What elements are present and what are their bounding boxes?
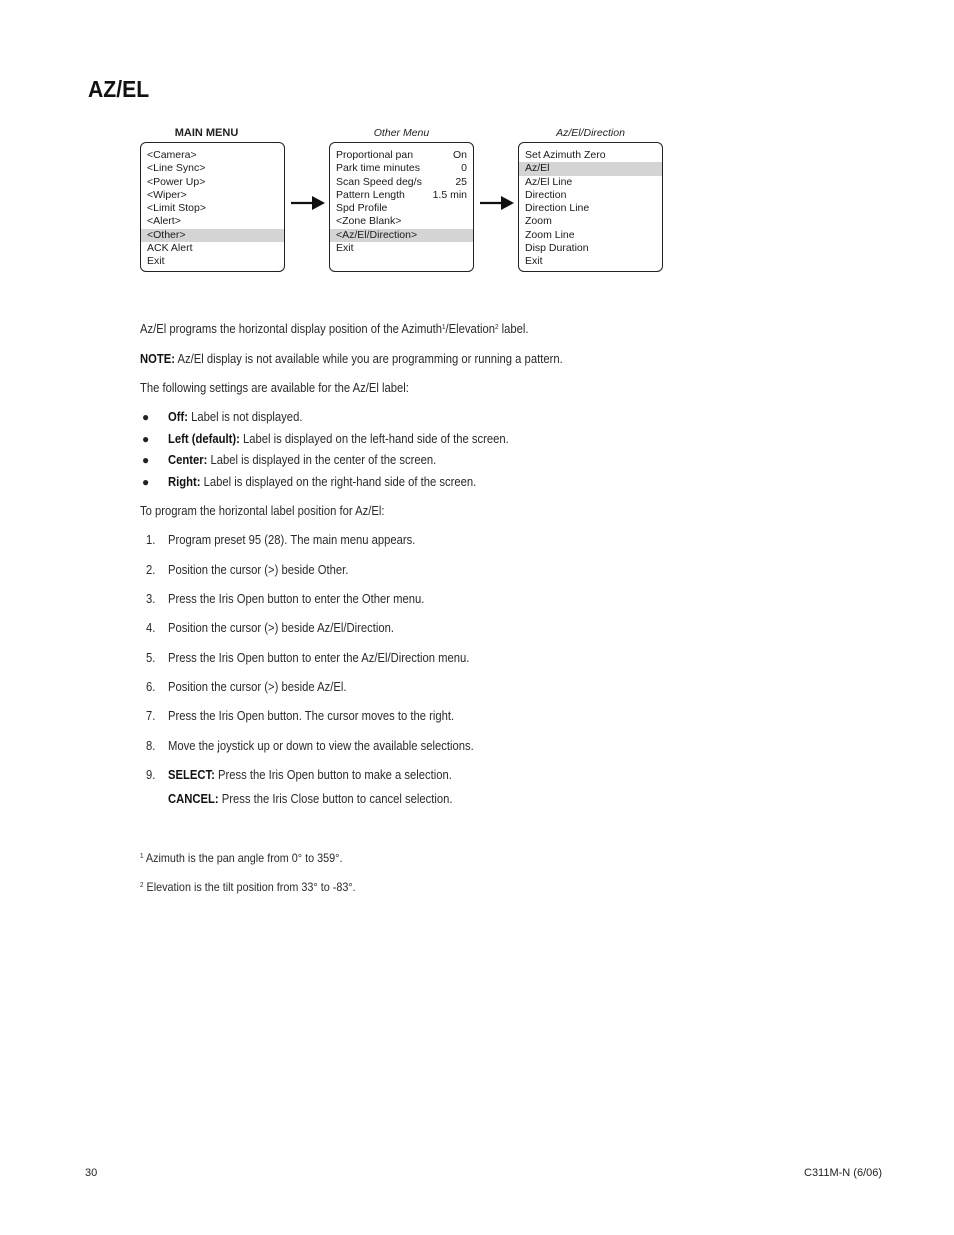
menu-item-label: <Camera>	[147, 149, 197, 161]
note-paragraph: NOTE: Az/El display is not available while you are programming or running a pattern.	[140, 352, 563, 366]
menu-item-label: Scan Speed deg/s	[336, 175, 422, 188]
menu-item-label: Park time minutes	[336, 162, 421, 175]
arrow-right-icon	[290, 193, 326, 213]
menu-item-label: <Wiper>	[147, 188, 187, 201]
menu-item	[330, 202, 473, 215]
menu-item-label: Az/El Line	[525, 175, 573, 188]
menu-item	[519, 215, 662, 228]
bullet-icon: ●	[142, 475, 150, 489]
page-title: AZ/EL	[88, 76, 150, 102]
menu-item-label: Pattern Length	[336, 188, 405, 201]
bullet-icon: ●	[142, 410, 150, 424]
menu-item	[330, 215, 473, 228]
intro-paragraph: Az/El programs the horizontal display position of the Azimuth$^1$/Elevation$^2$ label.	[140, 322, 529, 336]
menu-item	[330, 229, 473, 242]
step-text: Move the joystick up or down to view the available selections.	[168, 739, 474, 753]
menu-item	[141, 215, 284, 228]
menu-item	[519, 189, 662, 202]
step-text: SELECT: Press the Iris Open button to make a selection.	[168, 768, 452, 782]
footnote: $^2$ Elevation is the tilt position from 33° to -83°.	[140, 880, 356, 894]
menu-item-label: Direction Line	[525, 202, 590, 215]
step-number: 3.	[146, 592, 156, 606]
menu-item	[141, 176, 284, 189]
step-text: Position the cursor (>) beside Other.	[168, 563, 349, 577]
menu-item	[519, 162, 662, 175]
menu-item	[330, 162, 473, 175]
step-number: 2.	[146, 563, 156, 577]
menu-item-label: Exit	[525, 255, 543, 268]
menu-item	[330, 189, 473, 202]
step-text: Program preset 95 (28). The main menu appears.	[168, 533, 416, 547]
menu-item-label: Direction	[525, 188, 567, 201]
page-number: 30	[85, 1167, 98, 1179]
menu-item	[519, 229, 662, 242]
menu-item-label: ACK Alert	[147, 242, 193, 255]
menu-item-value: On	[452, 149, 467, 161]
menu-item-label: <Az/El/Direction>	[336, 228, 418, 241]
main-menu-box	[140, 142, 285, 272]
list-item: Right: Label is displayed on the right-hand side of the screen.	[168, 475, 477, 489]
doc-code: C311M-N (6/06)	[804, 1167, 883, 1179]
step-text: Press the Iris Open button to enter the Az/El/Direction menu.	[168, 651, 470, 665]
step-number: 4.	[146, 621, 156, 635]
azel-menu-box	[518, 142, 663, 272]
main-menu-title: MAIN MENU	[174, 127, 239, 139]
other-menu-title: Other Menu	[373, 127, 430, 139]
step-text: Position the cursor (>) beside Az/El.	[168, 680, 347, 694]
menu-item-label: Spd Profile	[336, 202, 388, 215]
settings-intro: The following settings are available for the Az/El label:	[140, 381, 409, 395]
menu-item-label: Az/El	[525, 162, 550, 175]
menu-item-label: <Other>	[147, 228, 186, 241]
menu-item	[519, 255, 662, 268]
menu-item	[330, 176, 473, 189]
program-intro: To program the horizontal label position for Az/El:	[140, 504, 385, 518]
menu-item	[141, 255, 284, 268]
other-menu	[329, 126, 474, 272]
menu-item	[141, 202, 284, 215]
step-text: Press the Iris Open button. The cursor moves to the right.	[168, 709, 455, 723]
menu-item-value: 0	[461, 162, 467, 175]
bullet-icon: ●	[142, 453, 150, 467]
step-number: 6.	[146, 680, 156, 694]
menu-item-label: Exit	[147, 255, 165, 268]
step-number: 8.	[146, 739, 156, 753]
menu-item-value: 1.5 min	[432, 188, 467, 201]
menu-item	[519, 149, 662, 162]
menu-item-label: <Line Sync>	[147, 162, 206, 175]
footnote: $^1$ Azimuth is the pan angle from 0° to 359°.	[140, 851, 343, 865]
list-item: Left (default): Label is displayed on the left-hand side of the screen.	[168, 432, 509, 446]
menu-item	[519, 242, 662, 255]
azel-menu-title: Az/El/Direction	[556, 127, 625, 139]
menu-item	[141, 162, 284, 175]
menu-item-label: <Zone Blank>	[336, 215, 402, 228]
list-item: Off: Label is not displayed.	[168, 410, 303, 424]
menu-item-label: Zoom Line	[525, 228, 575, 241]
menu-item-label: <Limit Stop>	[147, 202, 206, 215]
cancel-text: CANCEL: Press the Iris Close button to cancel selection.	[168, 792, 453, 806]
main-menu	[140, 126, 285, 272]
menu-item	[519, 202, 662, 215]
menu-item-label: <Alert>	[147, 215, 181, 228]
menu-item-value: 25	[455, 175, 467, 188]
menu-item-label: Proportional pan	[336, 149, 414, 161]
menu-item-label: Exit	[336, 242, 354, 255]
menu-item	[141, 189, 284, 202]
bullet-icon: ●	[142, 432, 150, 446]
step-number: 5.	[146, 651, 156, 665]
menu-item	[330, 242, 473, 255]
step-text: Press the Iris Open button to enter the Other menu.	[168, 592, 425, 606]
menu-item-label: Zoom	[525, 215, 552, 228]
menu-item	[141, 149, 284, 162]
menu-item	[141, 242, 284, 255]
menu-item	[519, 176, 662, 189]
step-number: 1.	[146, 533, 156, 547]
menu-item	[330, 149, 473, 162]
step-number: 9.	[146, 768, 156, 782]
list-item: Center: Label is displayed in the center of the screen.	[168, 453, 437, 467]
menu-item	[141, 229, 284, 242]
step-number: 7.	[146, 709, 156, 723]
arrow-right-icon	[479, 193, 515, 213]
azel-menu	[518, 126, 663, 272]
menu-item-label: <Power Up>	[147, 175, 206, 188]
step-text: Position the cursor (>) beside Az/El/Direction.	[168, 621, 395, 635]
menu-item-label: Set Azimuth Zero	[525, 149, 606, 161]
menu-item-label: Disp Duration	[525, 242, 589, 255]
other-menu-box	[329, 142, 474, 272]
